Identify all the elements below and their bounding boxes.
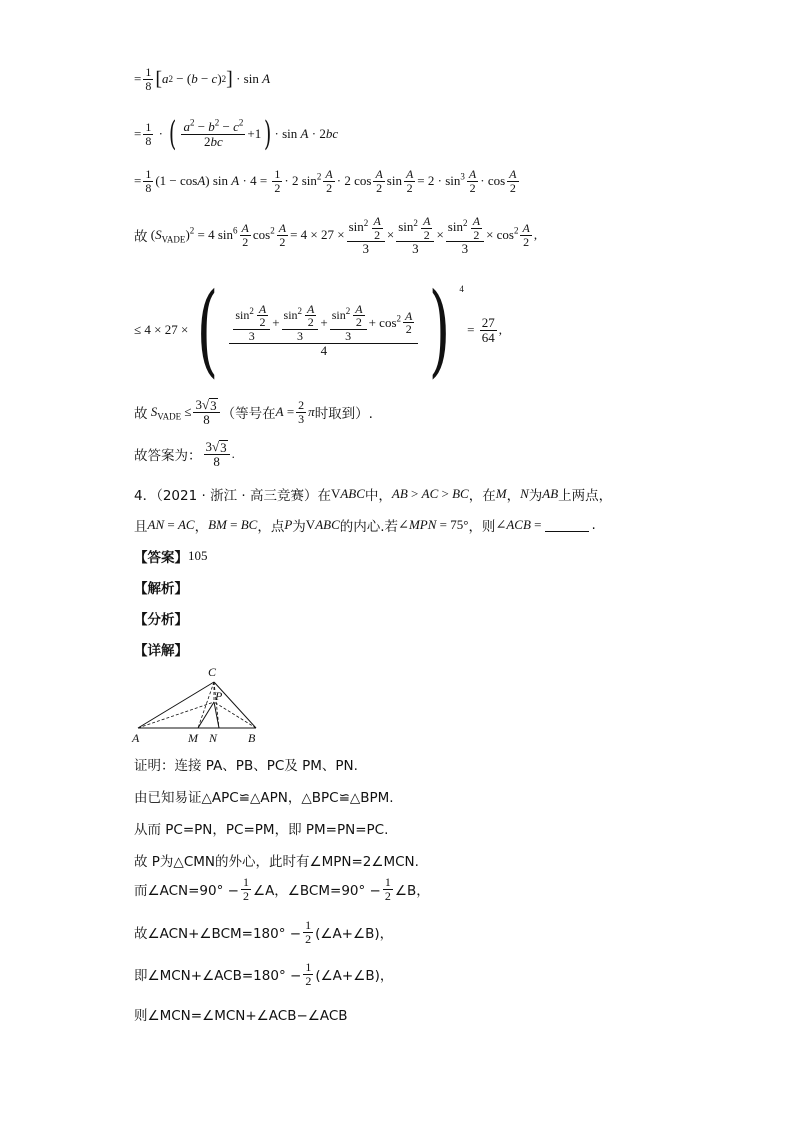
problem-4-line-1: 4．（2021 · 浙江 · 高三竞赛）在 VABC 中， AB > AC > BC ，在 M ， N 为 AB 上两点， [134, 486, 613, 504]
proof-line-7: 即∠MCN+∠ACB=180° − $\frac{1}{2}$ (∠A+∠B)， [134, 960, 394, 988]
proof-line-5: 而∠ACN=90° − $\frac{1}{2}$ ∠A，∠BCM=90° − $\frac{1}{2}$ ∠B， [134, 875, 430, 903]
proof-line-2: 由已知易证△APC≌△APN，△BPC≌△BPM. [134, 790, 394, 806]
equation-line-4: 故 $(S_{VADE})^2 = 4$ $\sin^6$ $\frac{A}{2}$ $\cos^2$ $\frac{A}{2}$ = 4 × 27 × $\sin^2$ $\frac{A}{2}$ 3 × $\sin^2$ $\frac{A}{2}$ 3 × $\sin^2$ $\frac{A}{2}$ 3 × $\cos^2$ $\frac{A}{2}$ , [134, 214, 538, 257]
label-B: B [248, 731, 256, 745]
label-P: P [215, 689, 223, 703]
detail-label: 【详解】 [134, 643, 188, 659]
triangle-figure [130, 662, 270, 746]
problem-4-line-2: 且 AN = AC ， BM = BC ，点 P 为 VABC 的内心.若 ∠MPN = 75° ，则 ∠ACB = . [134, 517, 596, 535]
equation-line-1: = $\frac{1}{8}$ [ a 2 − ( b − c ) 2 ] · sin A [134, 65, 271, 93]
fenxi-label: 【分析】 [134, 612, 188, 628]
proof-line-4: 故 P为△CMN的外心，此时有∠MPN=2∠MCN. [134, 854, 419, 870]
label-N: N [209, 731, 218, 745]
proof-line-8: 则∠MCN=∠MCN+∠ACB−∠ACB [134, 1008, 348, 1024]
equation-line-2: = $\frac{1}{8}$ · ( $\frac{a^2 - b^2 - c^2}{2bc}$ +1 ) · sin A · 2bc [134, 114, 339, 154]
proof-line-1: 证明：连接 PA、PB、PC及 PM、PN. [134, 758, 358, 774]
label-M: M [188, 731, 198, 745]
answer-value: 105 [188, 548, 208, 563]
proof-line-6: 故∠ACN+∠BCM=180° − $\frac{1}{2}$ (∠A+∠B)， [134, 918, 394, 946]
equation-line-5: ≤ 4 × 27 × ( $\sin^2$ $\frac{A}{2}$ 3 + $\sin^2$ $\frac{A}{2}$ 3 + $\sin^2$ $\frac{A}{2}$ 3 + $\cos^2$ $\frac{A}{2}$ 4 ) 4 = $\frac{27}{64}$ , [134, 271, 502, 388]
label-C: C [208, 665, 217, 679]
equation-line-6: 故 $S_{VADE}$ ≤ 3√ 3 8 （等号在 A = $\frac{2}{3}$ π 时取到）. [134, 397, 373, 427]
analysis-label: 【解析】 [134, 581, 188, 597]
label-A: A [132, 731, 140, 745]
proof-line-3: 从而 PC=PN，PC=PM，即 PM=PN=PC. [134, 822, 389, 838]
equation-line-3: = $\frac{1}{8}$ (1 − cosA) sin A · 4 = $\frac{1}{2}$ · 2 $\sin^2$ $\frac{A}{2}$ · 2 cos $\frac{A}{2}$ sin $\frac{A}{2}$ = $2 \cdot \sin^3$ $\frac{A}{2}$ · cos $\frac{A}{2}$ [134, 167, 517, 195]
answer-blank [545, 519, 589, 532]
final-answer-line: 故答案为： 3√ 3 8 . [134, 439, 235, 469]
answer-line [134, 546, 208, 566]
answer-label: 【答案】 [134, 550, 188, 566]
